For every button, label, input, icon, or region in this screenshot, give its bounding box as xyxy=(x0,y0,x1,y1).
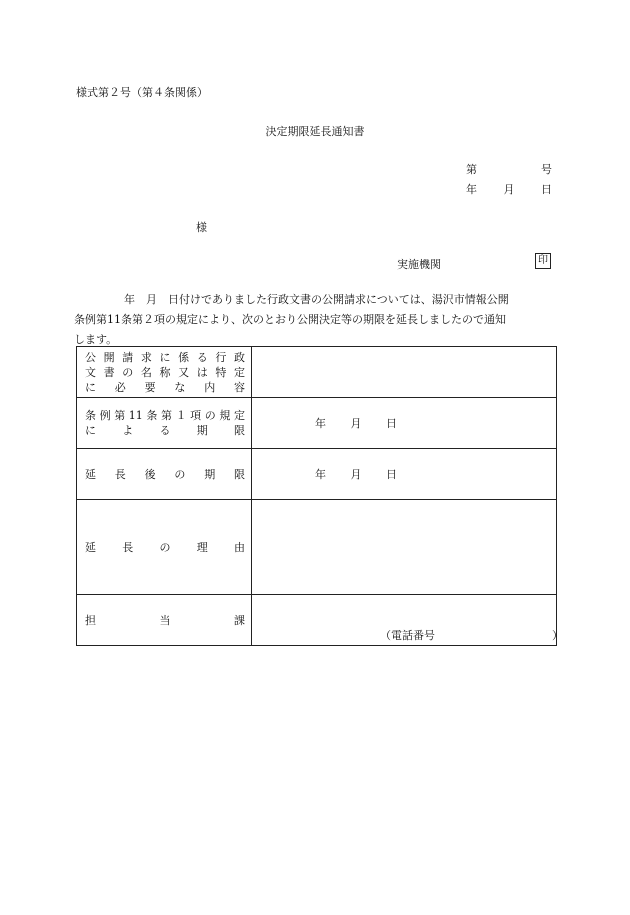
seal-box: 印 xyxy=(535,253,551,269)
label-line: 公 開 請 求 に 係 る 行 政 xyxy=(85,350,245,364)
date-year: 年 xyxy=(315,417,326,430)
row-label xyxy=(77,595,252,646)
extension-reason-field[interactable] xyxy=(252,500,557,595)
label-line: 文 書 の 名 称 又 は 特 定 xyxy=(85,365,245,379)
label-line: に よ る 期 限 xyxy=(85,424,245,437)
label-line: に 必 要 な 内 容 xyxy=(85,380,245,394)
date-day: 日 xyxy=(386,417,397,430)
form-number: 様式第２号（第４条関係） xyxy=(76,86,208,99)
phone-number-close: ） xyxy=(552,629,563,642)
body-paragraph xyxy=(74,290,560,350)
label-line: 延 長 の 理 由 xyxy=(85,540,245,554)
number-prefix: 第 xyxy=(466,163,477,176)
issue-date xyxy=(466,181,552,197)
responsible-department-field[interactable] xyxy=(252,595,563,646)
date-year: 年 xyxy=(466,183,477,196)
addressee-honorific: 様 xyxy=(196,221,207,234)
date-month: 月 xyxy=(350,417,362,430)
table-row xyxy=(77,449,557,500)
date-year: 年 xyxy=(315,468,326,481)
extended-deadline-field[interactable] xyxy=(252,449,557,500)
label-line: 延 長 後 の 期 限 xyxy=(85,467,245,481)
phone-number-label: （電話番号 xyxy=(380,629,435,642)
table-row xyxy=(77,500,557,595)
body-line-2: 条例第11条第２項の規定により、次のとおり公開決定等の期限を延長しましたので通知 xyxy=(74,313,506,326)
row-label xyxy=(77,500,252,595)
row-label xyxy=(77,347,252,398)
date-day: 日 xyxy=(386,468,397,481)
label-line: 担 当 課 xyxy=(85,613,245,627)
agency-label: 実施機関 xyxy=(397,258,441,271)
date-month: 月 xyxy=(503,183,515,196)
body-line-1: 年 月 日付けでありました行政文書の公開請求については、湯沢市情報公開 xyxy=(124,293,509,306)
row-label xyxy=(77,449,252,500)
date-month: 月 xyxy=(350,468,362,481)
notice-table xyxy=(76,346,563,646)
table-row xyxy=(77,347,557,398)
body-line-3: します。 xyxy=(74,333,118,346)
row-label xyxy=(77,398,252,449)
table-row xyxy=(77,595,557,646)
date-day: 日 xyxy=(541,183,552,196)
document-title: 決定期限延長通知書 xyxy=(265,125,365,138)
number-suffix: 号 xyxy=(541,163,552,176)
label-line: 条 例 第 11 条 第 １ 項 の 規 定 xyxy=(85,409,245,422)
document-number xyxy=(466,161,552,177)
table-row xyxy=(77,398,557,449)
original-deadline-field[interactable] xyxy=(252,398,557,449)
document-name-field[interactable] xyxy=(252,347,557,398)
